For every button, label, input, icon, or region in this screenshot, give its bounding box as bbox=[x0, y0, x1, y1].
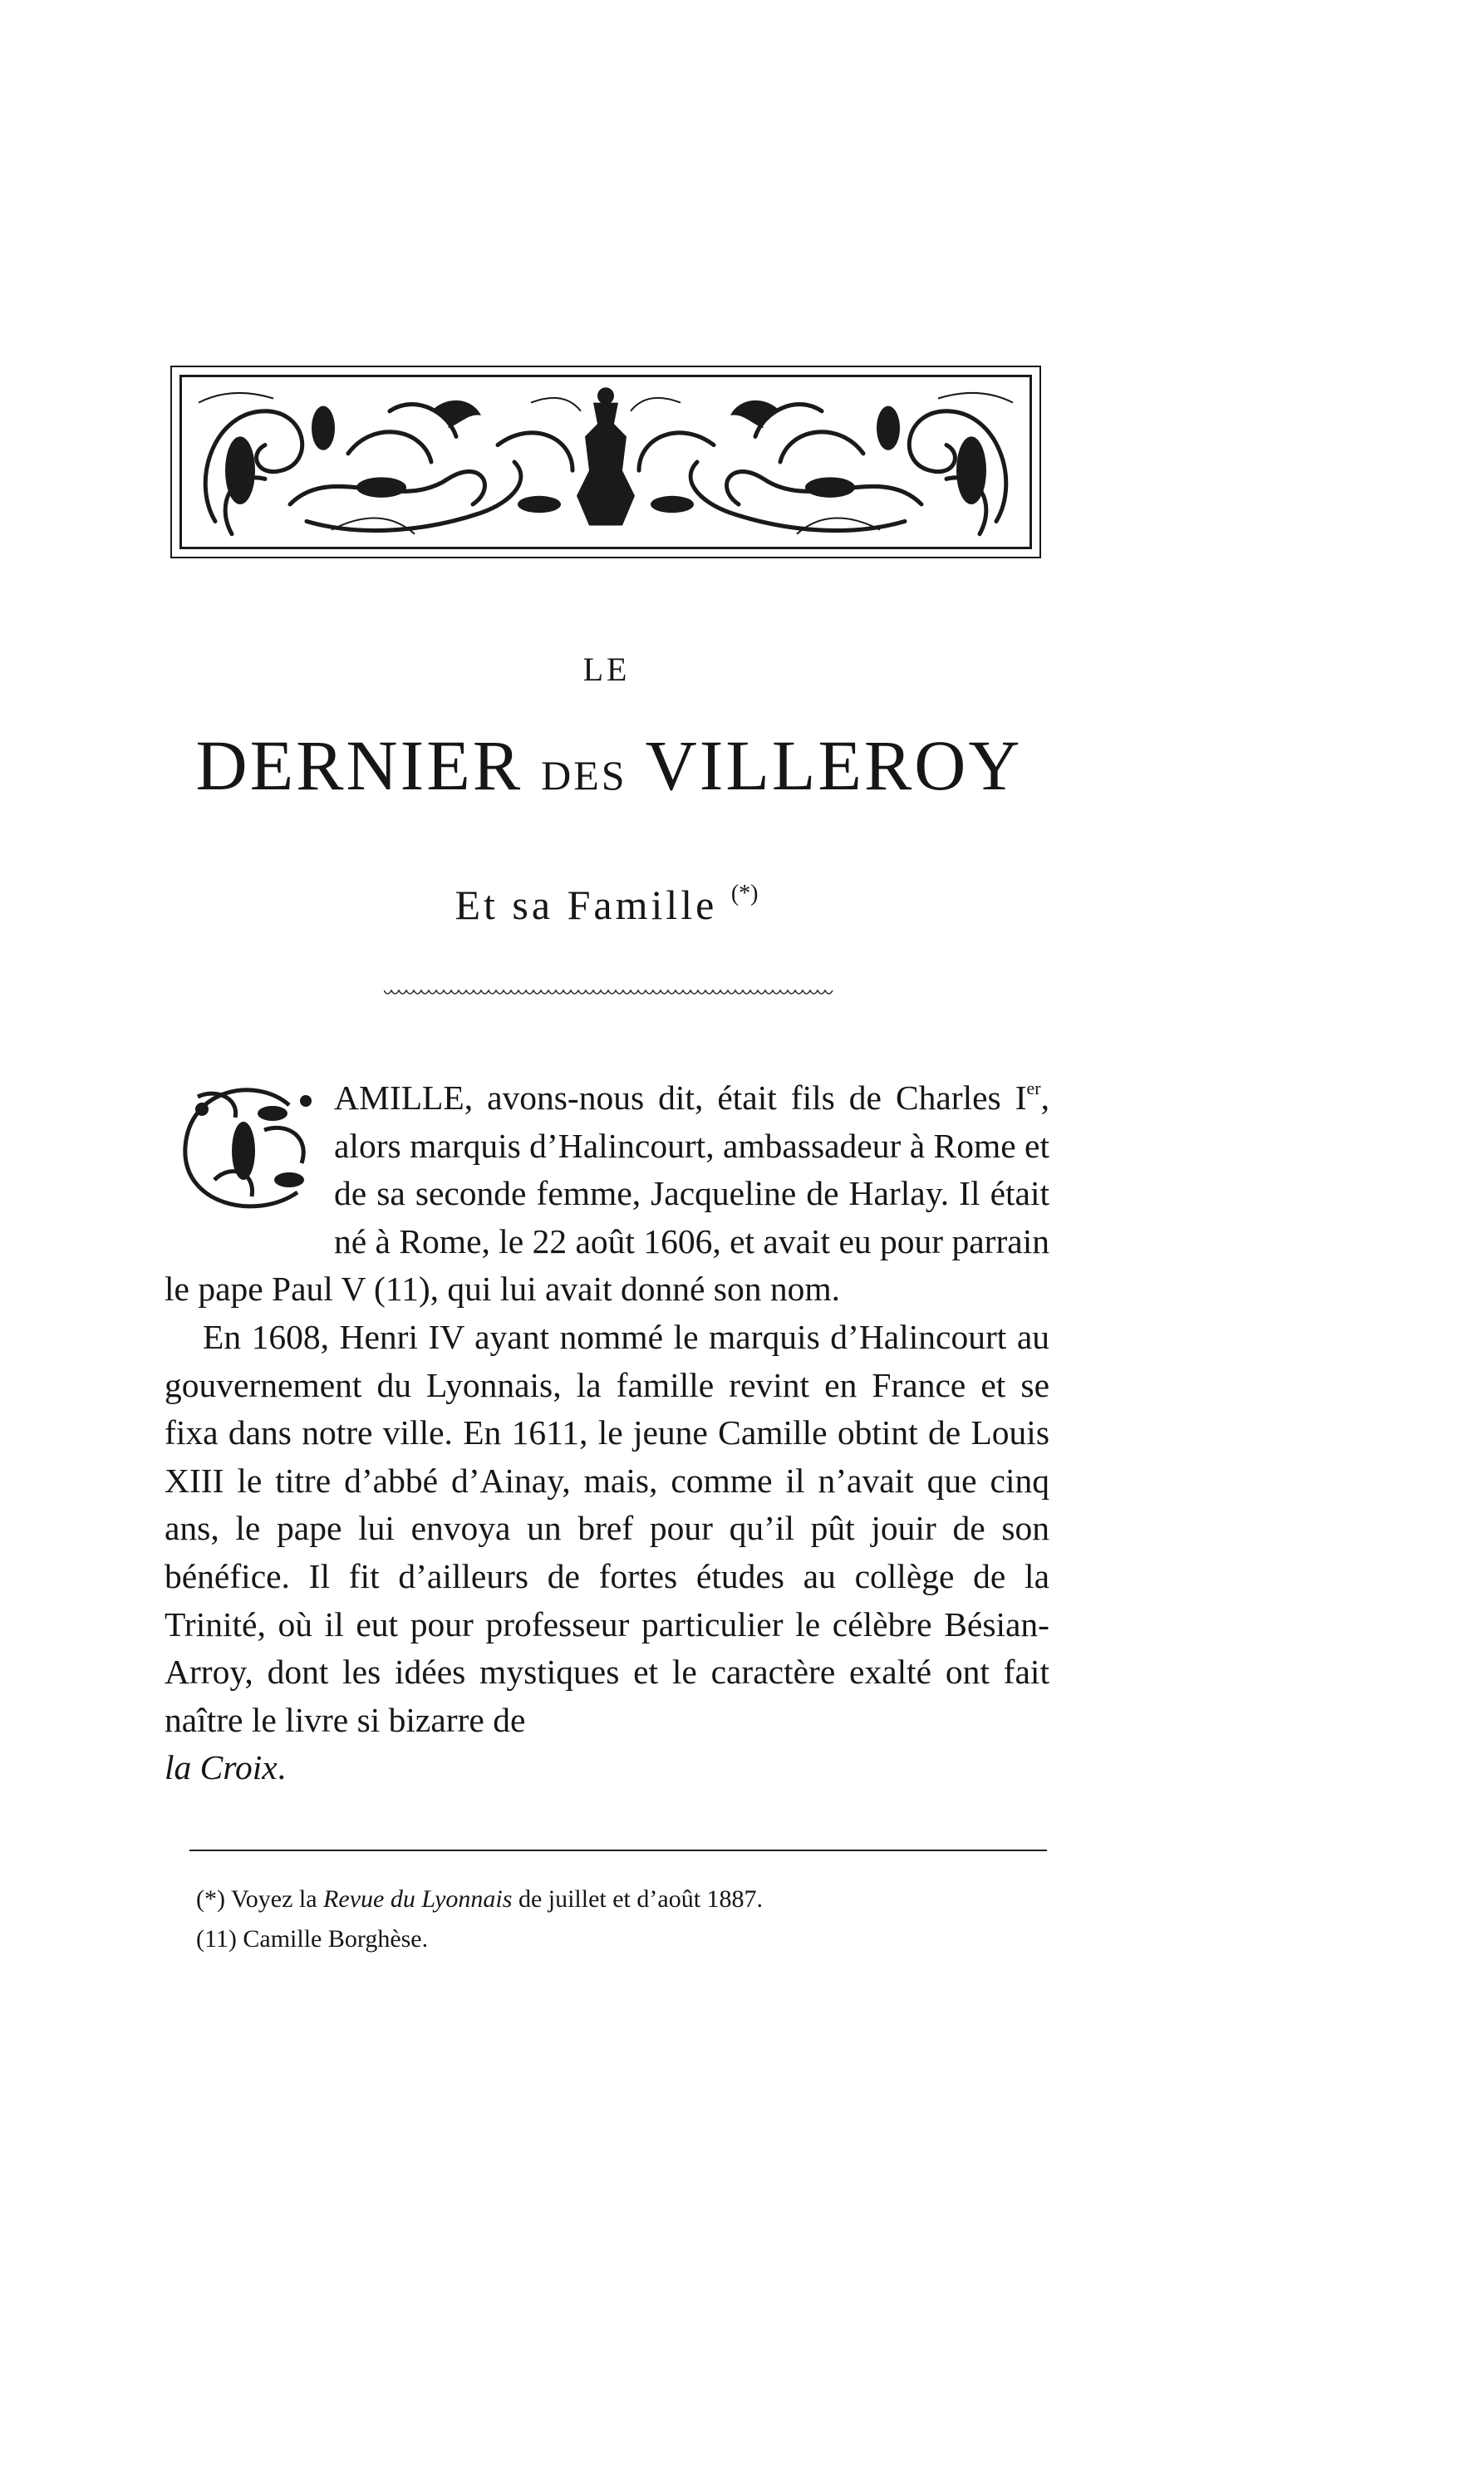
footnote-1 bbox=[196, 1879, 1044, 1919]
paragraph-1-superscript: er bbox=[1026, 1078, 1041, 1098]
ornamental-headpiece bbox=[170, 366, 1041, 558]
footnote-2 bbox=[196, 1919, 1044, 1959]
footnote-1-pre: Voyez la bbox=[230, 1885, 317, 1913]
page-title bbox=[165, 725, 1054, 805]
paragraph-2-period: . bbox=[277, 1748, 287, 1787]
subtitle-footnote-mark: (*) bbox=[730, 881, 759, 906]
foliage-headpiece-icon bbox=[182, 377, 1029, 547]
title-word-dernier: DERNIER bbox=[195, 725, 523, 805]
ornate-dropcap bbox=[165, 1080, 322, 1221]
title-word-des: DES bbox=[541, 752, 627, 798]
footnote-1-mark: (*) bbox=[196, 1885, 225, 1913]
footnote-separator bbox=[189, 1850, 1047, 1851]
footnotes bbox=[196, 1879, 1044, 1959]
footnote-1-post: de juillet et d’août 1887. bbox=[518, 1885, 764, 1913]
title-prefix: LE bbox=[582, 651, 631, 688]
paragraph-2-text: En 1608, Henri IV ayant nommé le marquis d’Halincourt au gouvernement du Lyonnais, la famille revint en France et se fixa dans notre ville. En 1611, le jeune Camille obtint de Louis XIII le titre d’abbé d’Ainay, mais, comme il n’avait que cinq ans, le pape lui envoya un bref pour qu’il pût jouir de son bénéfice. Il fit d’ailleurs de fortes études au collège de la Trinité, où il eut pour professeur particulier le célèbre Bésian-Arroy, dont les idées mystiques et le caractère exalté ont fait naître le livre si bizarre de bbox=[165, 1317, 1049, 1739]
wavy-divider bbox=[384, 987, 839, 999]
paragraph-1-start: AMILLE, avons-nous dit, était fils de Charles I bbox=[334, 1078, 1027, 1117]
paragraph-2 bbox=[165, 1314, 1049, 1792]
paragraph-1-rest: , alors marquis d’Halincourt, ambassadeur à Rome et de sa seconde femme, Jacqueline de Harlay. Il était né à Rome, le 22 août 1606, et avait eu pour parrain le pape Paul V (11), qui lui avait donné son nom. bbox=[165, 1078, 1049, 1309]
footnote-1-title: Revue du Lyonnais bbox=[323, 1885, 513, 1913]
subtitle-text: Et sa Famille bbox=[455, 882, 718, 928]
footnote-2-text: Camille Borghèse. bbox=[243, 1925, 429, 1953]
body-text bbox=[165, 1074, 1049, 1792]
footnote-2-mark: (11) bbox=[196, 1925, 237, 1953]
page-subtitle bbox=[0, 881, 1213, 929]
headpiece-frame bbox=[179, 375, 1032, 549]
paragraph-2-italic: la Croix bbox=[165, 1748, 278, 1787]
title-word-villeroy: VILLEROY bbox=[645, 725, 1023, 805]
